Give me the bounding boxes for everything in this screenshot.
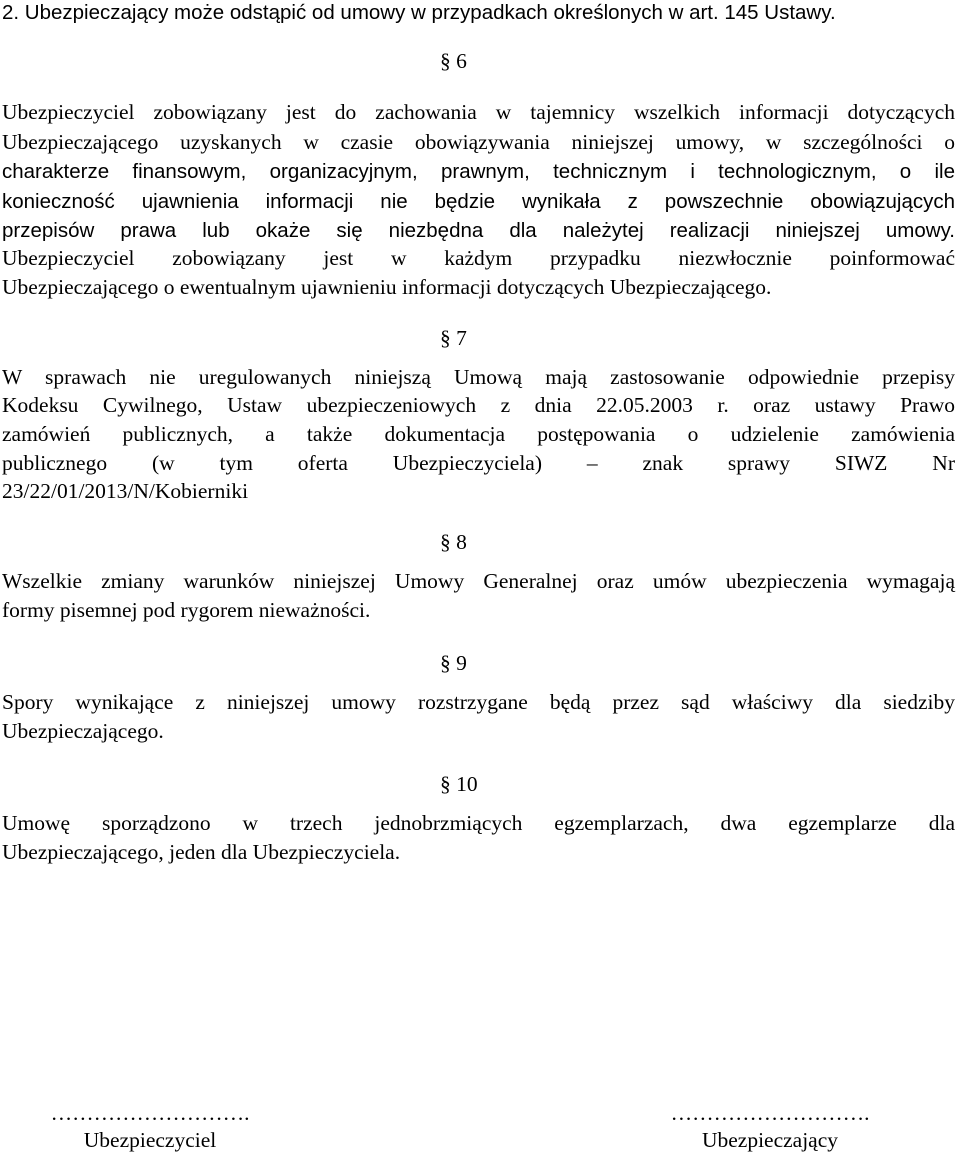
section-6-heading: § 6 xyxy=(440,49,467,73)
section-10-line-2: Ubezpieczającego, jeden dla Ubezpieczyciela. xyxy=(2,840,401,864)
section-8-line-1: Wszelkie zmiany warunków niniejszej Umowy Generalnej oraz umów ubezpieczenia wymagają xyxy=(2,569,955,593)
intro-item-2: 2. Ubezpieczający może odstąpić od umowy w przypadkach określonych w art. 145 Ustawy. xyxy=(2,1,836,24)
section-8-heading: § 8 xyxy=(440,530,467,554)
section-10-heading: § 10 xyxy=(440,772,478,796)
section-6-line-3: charakterze finansowym, organizacyjnym, prawnym, technicznym i technologicznym, o ile xyxy=(2,160,955,183)
section-9-line-1: Spory wynikające z niniejszej umowy rozstrzygane będą przez sąd właściwy dla siedziby xyxy=(2,690,955,714)
section-9-heading: § 9 xyxy=(440,651,467,675)
section-7-heading: § 7 xyxy=(440,326,467,350)
section-7-line-3: zamówień publicznych, a także dokumentacja postępowania o udzielenie zamówienia xyxy=(2,422,955,446)
section-6-line-7: Ubezpieczającego o ewentualnym ujawnieniu informacji dotyczących Ubezpieczającego. xyxy=(2,275,772,299)
section-6-line-6: Ubezpieczyciel zobowiązany jest w każdym przypadku niezwłocznie poinformować xyxy=(2,246,955,270)
signature-line-insured: ………………………. xyxy=(670,1101,870,1125)
section-7-line-5: 23/22/01/2013/N/Kobierniki xyxy=(2,479,249,503)
section-7-line-1: W sprawach nie uregulowanych niniejszą Umową mają zastosowanie odpowiednie przepisy xyxy=(2,365,955,389)
signature-label-insured: Ubezpieczający xyxy=(701,1128,839,1152)
section-7-line-2: Kodeksu Cywilnego, Ustaw ubezpieczeniowych z dnia 22.05.2003 r. oraz ustawy Prawo xyxy=(2,393,955,417)
signature-line-insurer: ………………………. xyxy=(50,1101,250,1125)
section-6-line-5: przepisów prawa lub okaże się niezbędna dla należytej realizacji niniejszej umowy. xyxy=(2,219,955,242)
section-10-line-1: Umowę sporządzono w trzech jednobrzmiących egzemplarzach, dwa egzemplarze dla xyxy=(2,811,955,835)
section-9-line-2: Ubezpieczającego. xyxy=(2,719,164,743)
section-6-line-1: Ubezpieczyciel zobowiązany jest do zachowania w tajemnicy wszelkich informacji dotyczących xyxy=(2,100,955,124)
section-8-line-2: formy pisemnej pod rygorem nieważności. xyxy=(2,598,371,622)
signature-label-insurer: Ubezpieczyciel xyxy=(83,1128,217,1152)
section-7-line-4: publicznego (w tym oferta Ubezpieczyciela) – znak sprawy SIWZ Nr xyxy=(2,451,955,475)
section-6-line-4: konieczność ujawnienia informacji nie będzie wynikała z powszechnie obowiązujących xyxy=(2,190,955,213)
section-6-line-2: Ubezpieczającego uzyskanych w czasie obowiązywania niniejszej umowy, w szczególności o xyxy=(2,130,955,154)
